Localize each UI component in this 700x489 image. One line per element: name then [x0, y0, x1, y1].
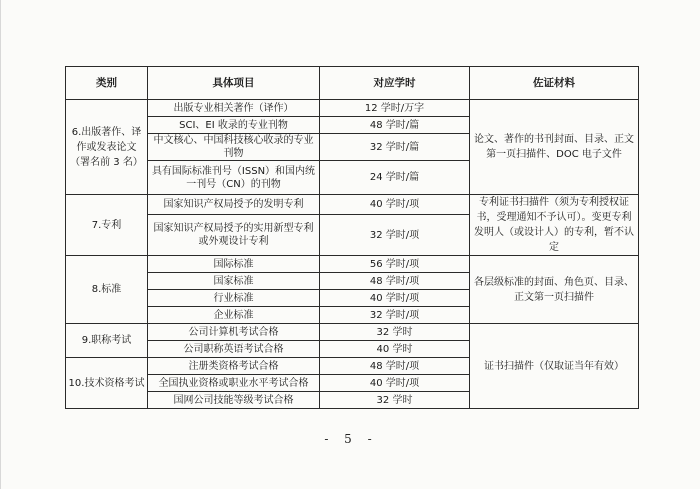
exam-evidence-cell: 证书扫描件（仅取证当年有效）: [470, 324, 639, 409]
hours-cell: 56 学时/项: [320, 256, 470, 273]
header-hours: 对应学时: [320, 67, 470, 100]
category-cell: 6.出版著作、译作或发表论文（署名前 3 名）: [66, 100, 148, 195]
item-cell: 行业标准: [148, 290, 320, 307]
category-cell: 10.技术资格考试: [66, 358, 148, 409]
table-row: [66, 256, 639, 273]
header-item: 具体项目: [148, 67, 320, 100]
table-row: [66, 324, 639, 341]
header-category: 类别: [66, 67, 148, 100]
table-row: [66, 100, 639, 117]
item-cell: 国家知识产权局授予的实用新型专利或外观设计专利: [148, 215, 320, 256]
header-evidence: 佐证材料: [470, 67, 639, 100]
hours-cell: 40 学时: [320, 341, 470, 358]
hours-cell: 48 学时/项: [320, 358, 470, 375]
category-cell: 7.专利: [66, 195, 148, 256]
item-cell: 中文核心、中国科技核心收录的专业刊物: [148, 134, 320, 161]
hours-cell: 40 学时/项: [320, 195, 470, 215]
hours-cell: 40 学时/项: [320, 290, 470, 307]
hours-cell: 48 学时/项: [320, 273, 470, 290]
item-cell: 公司计算机考试合格: [148, 324, 320, 341]
item-cell: 国际标准: [148, 256, 320, 273]
item-cell: 注册类资格考试合格: [148, 358, 320, 375]
hours-cell: 40 学时/项: [320, 375, 470, 392]
hours-cell: 32 学时/项: [320, 215, 470, 256]
hours-cell: 32 学时/篇: [320, 134, 470, 161]
item-cell: 全国执业资格或职业水平考试合格: [148, 375, 320, 392]
item-cell: 国家标准: [148, 273, 320, 290]
hours-cell: 32 学时: [320, 324, 470, 341]
evidence-cell: 论文、著作的书刊封面、目录、正文第一页扫描件、DOC 电子文件: [470, 100, 639, 195]
hours-cell: 32 学时: [320, 392, 470, 409]
item-cell: 出版专业相关著作（译作）: [148, 100, 320, 117]
page-number: - 5 -: [324, 432, 378, 446]
hours-cell: 12 学时/万字: [320, 100, 470, 117]
item-cell: 国家知识产权局授予的发明专利: [148, 195, 320, 215]
item-cell: 国网公司技能等级考试合格: [148, 392, 320, 409]
evidence-cell: 各层级标准的封面、角色页、目录、正文第一页扫描件: [470, 256, 639, 324]
table-row: [66, 195, 639, 215]
category-cell: 8.标准: [66, 256, 148, 324]
table-header-row: [66, 67, 639, 100]
item-cell: 公司职称英语考试合格: [148, 341, 320, 358]
category-cell: 9.职称考试: [66, 324, 148, 358]
item-cell: SCI、EI 收录的专业刊物: [148, 117, 320, 134]
item-cell: 企业标准: [148, 307, 320, 324]
evidence-cell: 专利证书扫描件（须为专利授权证书，受理通知不予认可）。变更专利发明人（或设计人）的专利，暂不认定: [470, 195, 639, 256]
hours-cell: 24 学时/篇: [320, 161, 470, 195]
hours-cell: 48 学时/篇: [320, 117, 470, 134]
hours-cell: 32 学时/项: [320, 307, 470, 324]
item-cell: 具有国际标准刊号（ISSN）和国内统一刊号（CN）的刊物: [148, 161, 320, 195]
training-hours-table: [65, 66, 639, 409]
